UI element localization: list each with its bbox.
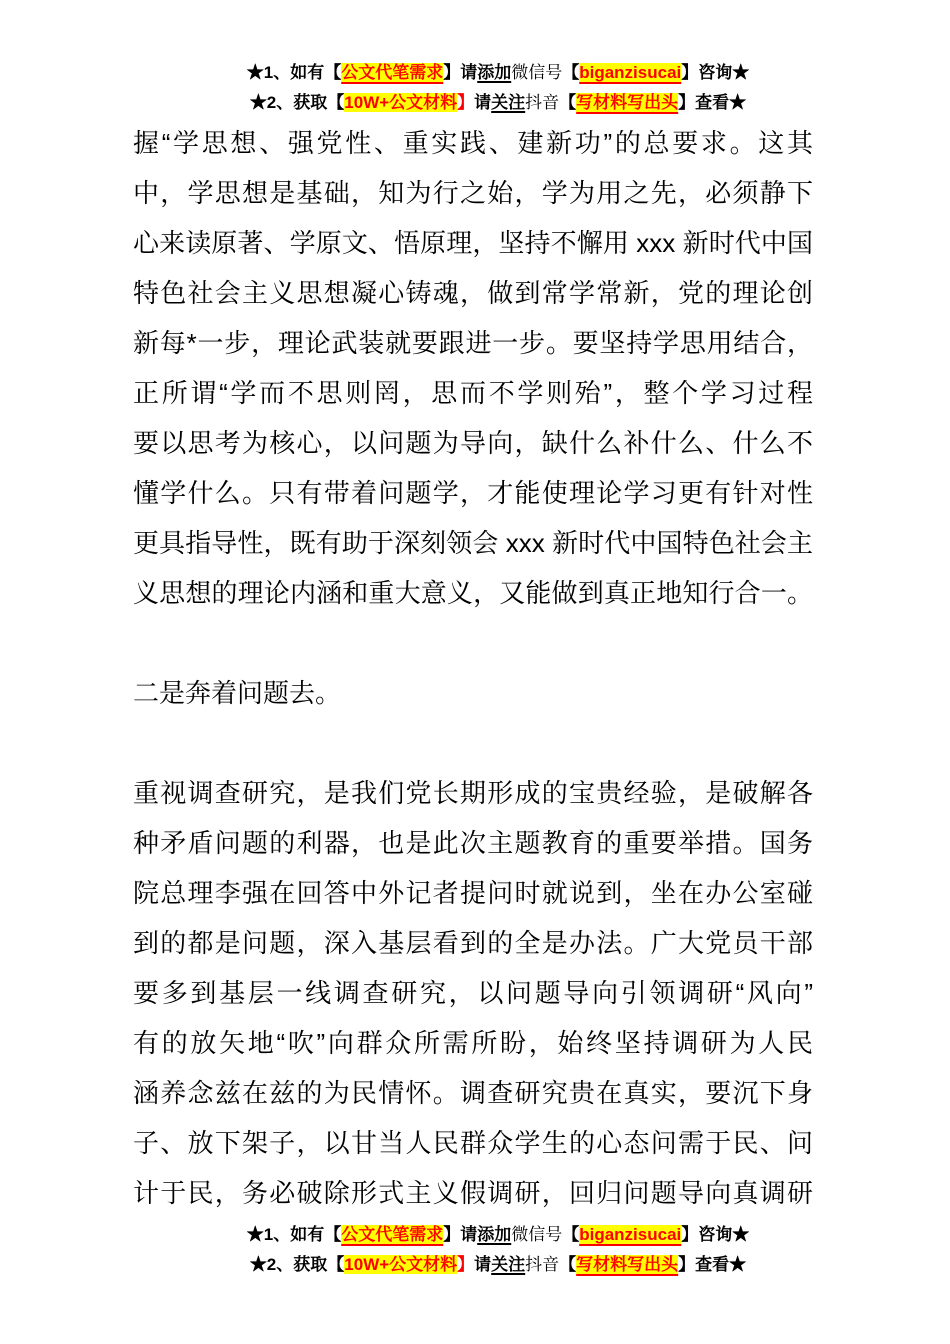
text-line: 有的放矢地“吹”向群众所需所盼，始终坚持调研为人民 (133, 1028, 813, 1058)
ad-text-segment: 】咨询★ (681, 1225, 750, 1244)
text-line: 懂学什么。只有带着问题学，才能使理论学习更有针对性 (133, 478, 813, 508)
ad-text-segment: 写材料写出头 (576, 93, 679, 112)
ad-text-segment: biganzisucai (579, 63, 682, 82)
ad-text-segment: 请 (474, 93, 492, 112)
text-line: 涵养念兹在兹的为民情怀。调查研究贵在真实，要沉下身 (133, 1078, 813, 1108)
text-line: 计于民，务必破除形式主义假调研，回归问题导向真调研 (133, 1178, 813, 1208)
ad-text-segment: 请 (474, 1255, 492, 1274)
document-body (133, 118, 813, 1218)
text-line: 要多到基层一线调查研究，以问题导向引领调研“风向” (133, 978, 813, 1008)
ad-text-segment: ★2、获取【 (249, 1255, 345, 1274)
footer-ad-line-2 (46, 1250, 950, 1280)
ad-text-segment: 】请 (443, 63, 478, 82)
text-line: 重视调查研究，是我们党长期形成的宝贵经验，是破解各 (133, 778, 813, 808)
ad-text-segment: 】查看★ (678, 1255, 747, 1274)
text-line: 院总理李强在回答中外记者提问时就说到，坐在办公室碰 (133, 878, 813, 908)
ad-text-segment: ★1、如有【 (246, 1225, 342, 1244)
ad-text-segment: 公文代笔需求 (341, 1225, 444, 1244)
header-ad-line-1 (46, 58, 950, 88)
paragraph-2 (133, 768, 813, 1218)
ad-text-segment: 添加 (477, 1225, 512, 1244)
ad-text-segment: 】 (457, 1255, 475, 1274)
footer-ad-banner (0, 1220, 950, 1280)
text-line: 心来读原著、学原文、悟原理，坚持不懈用 xxx 新时代中国 (133, 228, 813, 258)
ad-text-segment: 10W+公文材料 (344, 93, 458, 112)
ad-text-segment: 抖音 (525, 1255, 560, 1274)
ad-text-segment: 10W+公文材料 (344, 1255, 458, 1274)
text-line: 要以思考为核心，以问题为导向，缺什么补什么、什么不 (133, 428, 813, 458)
ad-text-segment: 添加 (477, 63, 512, 82)
text-line: 种矛盾问题的利器，也是此次主题教育的重要举措。国务 (133, 828, 813, 858)
ad-text-segment: ★1、如有【 (246, 63, 342, 82)
paragraph-1 (133, 118, 813, 618)
text-line: 子、放下架子，以甘当人民群众学生的心态问需于民、问 (133, 1128, 813, 1158)
ad-text-segment: 关注 (491, 1255, 526, 1274)
ad-text-segment: 】 (457, 93, 475, 112)
text-line: 正所谓“学而不思则罔，思而不学则殆”，整个学习过程 (133, 378, 813, 408)
text-line: 更具指导性，既有助于深刻领会 xxx 新时代中国特色社会主 (133, 528, 813, 558)
text-line: 握“学思想、强党性、重实践、建新功”的总要求。这其 (133, 128, 813, 158)
header-ad-line-2 (46, 88, 950, 118)
text-line: 特色社会主义思想凝心铸魂，做到常学常新，党的理论创 (133, 278, 813, 308)
footer-ad-line-1 (46, 1220, 950, 1250)
ad-text-segment: 【 (562, 63, 580, 82)
section-heading: 二是奔着问题去。 (133, 678, 342, 708)
ad-text-segment: 公文代笔需求 (341, 63, 444, 82)
ad-text-segment: 】请 (443, 1225, 478, 1244)
ad-text-segment: 】咨询★ (681, 63, 750, 82)
ad-text-segment: 【 (559, 93, 577, 112)
ad-text-segment: 】查看★ (678, 93, 747, 112)
ad-text-segment: 写材料写出头 (576, 1255, 679, 1274)
ad-text-segment: 微信号 (511, 1225, 563, 1244)
text-line: 义思想的理论内涵和重大意义，又能做到真正地知行合一。 (133, 578, 813, 608)
ad-text-segment: 微信号 (511, 63, 563, 82)
ad-text-segment: 抖音 (525, 93, 560, 112)
text-line: 中，学思想是基础，知为行之始，学为用之先，必须静下 (133, 178, 813, 208)
ad-text-segment: 【 (562, 1225, 580, 1244)
header-ad-banner (0, 0, 950, 118)
text-line: 到的都是问题，深入基层看到的全是办法。广大党员干部 (133, 928, 813, 958)
text-line: 新每*一步，理论武装就要跟进一步。要坚持学思用结合， (133, 328, 813, 358)
ad-text-segment: 关注 (491, 93, 526, 112)
ad-text-segment: ★2、获取【 (249, 93, 345, 112)
ad-text-segment: biganzisucai (579, 1225, 682, 1244)
ad-text-segment: 【 (559, 1255, 577, 1274)
